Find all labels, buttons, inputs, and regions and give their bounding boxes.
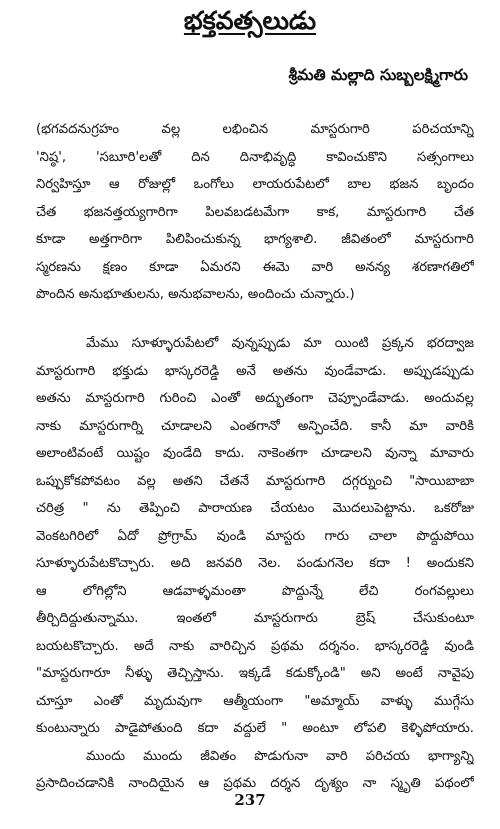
body-line: బయటకొచ్చారు. అదే నాకు వారిచ్చిన ప్రథమ దర్శనం. భాస్కరరెడ్డి వుండి [36, 638, 474, 654]
intro-line: చేత భజనత్తయ్యగారిగా పిలవబడటమేగా కాక, మాస్టరుగారి చేత [36, 204, 474, 220]
body-line: "మాస్టరుగారూ నీళ్ళు తెచ్చిస్తాను. ఇక్కడే కడుక్కోండి" అని అంటే నావైపు [36, 666, 474, 681]
body-line: మేము సూళ్ళూరుపేటలో వున్నప్పుడు మా యింటి ప్రక్కన భరద్వాజ [86, 336, 474, 351]
intro-line: కూడా అత్తగారిగా పిలిపించుకున్న భాగ్యశాలి. జీవితంలో మాస్టరుగారి [36, 232, 474, 247]
intro-line: స్మరణను క్షణం కూడా ఏమరని ఈమె వారి అనన్య శరణాగతిలో [36, 259, 474, 275]
intro-paragraph [36, 116, 474, 309]
body-line: సూళ్ళూరుపేటకొచ్చారు. అది జనవరి నెల. పండుగనెల కదా ! అందుకని [36, 556, 474, 571]
body-line: చూస్తూ ఎంతో మృదువుగా ఆత్మీయంగా "అమ్మాయ్ వాళ్ళు ముగ్గేసు [36, 693, 474, 709]
intro-line: 'నిష్ఠ', 'సబూరి'లతో దిన దినాభివృద్ధి కావించుకొని సత్సంగాలు [36, 149, 474, 165]
intro-line: నిర్వహిస్తూ ఆ రోజుల్లో ఒంగోలు లాయరుపేటలో బాల భజన బృందం [36, 177, 474, 192]
body-line: ప్రసాదించడానికి నాందియైన ఆ ప్రథమ దర్శన దృశ్యం నా స్మృతి పథంలో [36, 776, 474, 791]
body-line: అతను మాస్టరుగారి గురించి ఎంతో అద్భుతంగా చెప్పూండేవాడు. అందువల్ల [36, 391, 474, 406]
body-line: నాకు మాస్టరుగార్ని చూడాలని ఎంతగానో అన్పించేది. కానీ మా వారికి [36, 418, 474, 434]
intro-line: (భగవదనుగ్రహం వల్ల లభించిన మాస్టరుగారి పరిచయాన్ని [36, 122, 474, 137]
body-paragraph [36, 330, 474, 798]
author-line: శ్రీమతి మల్లాది సుబ్బలక్ష్మిగారు [288, 66, 468, 84]
page-number: 237 [234, 791, 266, 809]
body-line: మాస్టరుగారి భక్తుడు భాస్కరరెడ్డి అనే అతను వుండేవాడు. అప్పుడప్పుడు [36, 363, 474, 379]
body-line: వెంకటగిరిలో ఏదో ప్రోగ్రామ్ వుండి మాస్టరు గారు చాలా పొద్దుపోయి [36, 528, 474, 544]
body-line: కుంటున్నారు పాడైపోతుంది కదా వద్దులే " అంటూ లోపలి కెళ్ళిపోయారు. [36, 721, 474, 736]
chapter-title: భక్తవత్సలుడు [183, 6, 317, 35]
body-line: తీర్చిదిద్దుతున్నాము. ఇంతలో మాస్టరుగారు బ్రెష్ చేసుకుంటూ [36, 611, 474, 626]
intro-line: పొందిన అనుభూతులను, అనుభవాలను, అందించు చున్నారు.) [36, 287, 355, 302]
body-line: చరిత్ర " ను తెప్పించి పారాయణ చేయటం మొదలుపెట్టాను. ఒకరోజు [36, 501, 474, 516]
body-line: అలాంటివంటే యిష్టం వుండేది కాదు. నాకెంతగా చూడాలని వున్నా మావారు [36, 446, 474, 461]
body-line: ఒప్పుకోకపోవటం వల్ల అతని చేతనే మాస్టరుగారి దగ్గర్నుంచి "సాయిబాబా [36, 473, 474, 489]
body-line: ఆ లోగిల్లోని ఆడవాళ్ళమంతా పొద్దున్నే లేచి రంగవల్లులు [36, 583, 474, 599]
body-line: ముందు ముందు జీవితం పొడుగునా వారి పరిచయ భాగ్యాన్ని [86, 748, 474, 764]
